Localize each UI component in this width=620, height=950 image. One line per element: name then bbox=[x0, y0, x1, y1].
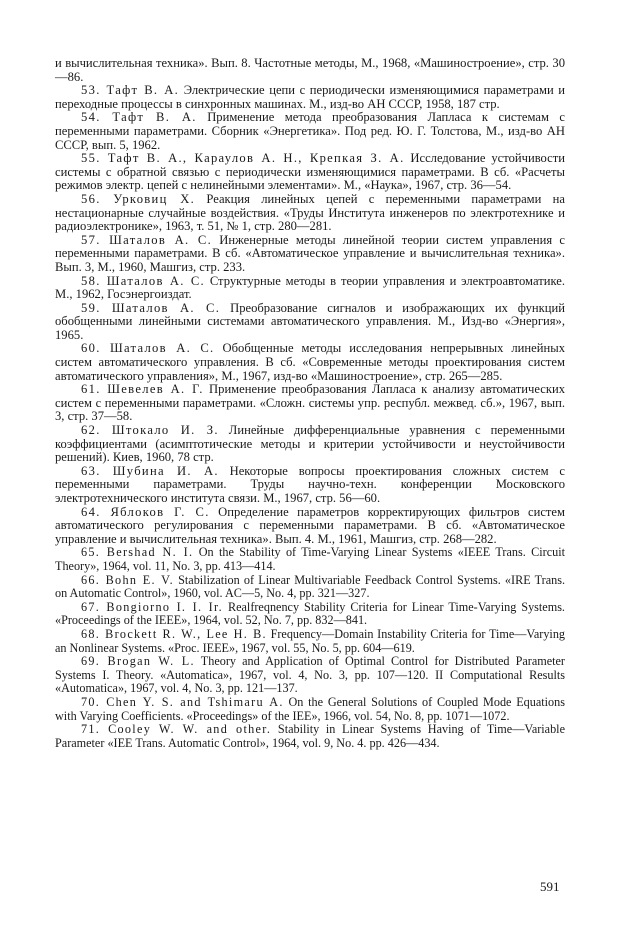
reference-author: 62. Штокало И. З. bbox=[81, 423, 219, 438]
reference-author: 67. Bongiorno I. I. Ir. bbox=[81, 599, 223, 614]
reference-68: 68. Brockett R. W., Lee H. B. Frequency—Domain Instability Criteria for Time—Varying an Nonlinear Systems. «Proc. IEEE», 1967, vol. 55, No. 5, pp. 604—619. bbox=[55, 626, 566, 655]
reference-57: 57. Шаталов А. С. Инженерные методы линейной теории систем управления с переменными параметрами. В сб. «Автоматическое управление и вычислительная техника». Вып. 3, М., 1960, Машгиз, стр. 233. bbox=[55, 232, 565, 274]
reference-69: 69. Brogan W. L. Theory and Application of Optimal Control for Distributed Parameter Systems I. Theory. «Automatica», 1967, vol. 4, No. 3, pp. 107—120. II Computational Results «Automatica», 1967, vol. 4, No. 3, pp. 121—137. bbox=[55, 654, 565, 696]
reference-55: 55. Тафт В. А., Караулов А. Н., Крепкая З. А. Исследование устойчивости системы с обратной связью с периодически изменяющимися параметрами. В сб. «Расчеты режимов электр. цепей с нелинейными элементами». М., «Наука», 1967, стр. 36—54. bbox=[55, 151, 566, 193]
reference-continuation: и вычислительная техника». Вып. 8. Частотные методы, М., 1968, «Машиностроение», стр. 30—86. bbox=[55, 56, 565, 84]
reference-56: 56. Урковиц Х. Реакция линейных цепей с переменными параметрами на нестационарные случайные воздействия. «Труды Института инженеров по электротехнике и радиоэлектронике», 1963, т. 51, № 1, стр. 280—281. bbox=[55, 191, 566, 234]
reference-author: 60. Шаталов А. С. bbox=[81, 341, 215, 356]
reference-author: 54. Тафт В. А. bbox=[81, 110, 197, 125]
reference-list bbox=[55, 57, 565, 750]
reference-author: 71. Cooley W. W. and other. bbox=[81, 722, 272, 737]
reference-author: 68. Brockett R. W., Lee H. B. bbox=[81, 626, 267, 641]
reference-62: 62. Штокало И. З. Линейные дифференциальные уравнения с переменными коэффициентами (асимптотические методы и критерии устойчивости и неустойчивости решений). Киев, 1960, 78 стр. bbox=[55, 423, 565, 465]
reference-author: 66. Bohn E. V. bbox=[81, 572, 174, 587]
reference-author: 70. Chen Y. S. and Tshimaru A. bbox=[81, 694, 284, 709]
reference-author: 61. Шевелев А. Г. bbox=[81, 382, 204, 397]
reference-63: 63. Шубина И. А. Некоторые вопросы проектирования сложных систем с переменными параметрами. Труды научно-техн. конференции Московского электротехнического института связи. М., 1967, стр. 56—60. bbox=[55, 463, 565, 505]
reference-author: 56. Урковиц Х. bbox=[81, 191, 196, 206]
reference-60: 60. Шаталов А. С. Обобщенные методы исследования непрерывных линейных систем автоматического управления. В сб. «Современные методы проектирования систем автоматического управления», М., 1967, изд-во «Машиностроение», стр. 265—285. bbox=[55, 341, 565, 383]
reference-author: 53. Тафт В. А. bbox=[81, 83, 180, 98]
reference-59: 59. Шаталов А. С. Преобразование сигналов и изображающих их функций обобщенными линейными системами автоматического управления. М., Изд-во «Энергия», 1965. bbox=[55, 300, 565, 342]
reference-70: 70. Chen Y. S. and Tshimaru A. On the General Solutions of Coupled Mode Equations with Varying Coefficients. «Proceedings» of the IEE», 1966, vol. 54, No. 8, pp. 1071—1072. bbox=[55, 694, 565, 723]
reference-65: 65. Bershad N. I. On the Stability of Time-Varying Linear Systems «IEEE Trans. Circuit Theory», 1964, vol. 11, No. 3, pp. 413—414. bbox=[55, 545, 565, 573]
reference-author: 63. Шубина И. А. bbox=[81, 463, 219, 478]
reference-author: 55. Тафт В. А., Караулов А. Н., Крепкая З. А. bbox=[81, 151, 405, 166]
reference-author: 64. Яблоков Г. С. bbox=[81, 504, 210, 519]
reference-71: 71. Cooley W. W. and other. Stability in Linear Systems Having of Time—Variable Parameter «IEE Trans. Automatic Control», 1964, vol. 9, No. 4. pp. 426—434. bbox=[55, 722, 565, 750]
reference-53: 53. Тафт В. А. Электрические цепи с периодически изменяющимися параметрами и переходные процессы в синхронных машинах. М., изд-во АН СССР, 1958, 187 стр. bbox=[55, 83, 565, 111]
reference-64: 64. Яблоков Г. С. Определение параметров корректирующих фильтров систем автоматического регулирования с переменными параметрами. В сб. «Автоматическое управление и вычислительная техника». Вып. 4. М., 1961, Машгиз, стр. 268—282. bbox=[55, 504, 565, 546]
reference-author: 59. Шаталов А. С. bbox=[81, 300, 221, 315]
page-number: 591 bbox=[540, 879, 560, 894]
reference-author: 65. Bershad N. I. bbox=[81, 545, 194, 560]
reference-67: 67. Bongiorno I. I. Ir. Realfreqnency Stability Criteria for Linear Time-Varying Systems. «Proceedings of the IEEE», 1964, vol. 52, No. 7, pp. 832—841. bbox=[55, 599, 565, 628]
reference-54: 54. Тафт В. А. Применение метода преобразования Лапласа к системам с переменными параметрами. Сборник «Энергетика». Под ред. Ю. Г. Толстова, М., изд-во АН СССР, вып. 5, 1962. bbox=[55, 110, 566, 152]
reference-58: 58. Шаталов А. С. Структурные методы в теории управления и электроавтоматике. М., 1962, Госэнергоиздат. bbox=[55, 273, 565, 302]
reference-author: 69. Brogan W. L. bbox=[81, 654, 195, 669]
reference-66: 66. Bohn E. V. Stabilization of Linear Multivariable Feedback Control Systems. «IRE Trans. on Automatic Control», 1960, vol. AC—5, No. 4, pp. 321—327. bbox=[55, 572, 565, 601]
reference-author: 58. Шаталов А. С. bbox=[81, 273, 205, 288]
reference-author: 57. Шаталов А. С. bbox=[81, 232, 213, 247]
reference-61: 61. Шевелев А. Г. Применение преобразования Лапласа к анализу автоматических систем с переменными параметрами. «Сложн. системы упр. республ. межвед. сб.», 1967, вып. 3, стр. 37—58. bbox=[55, 382, 565, 424]
